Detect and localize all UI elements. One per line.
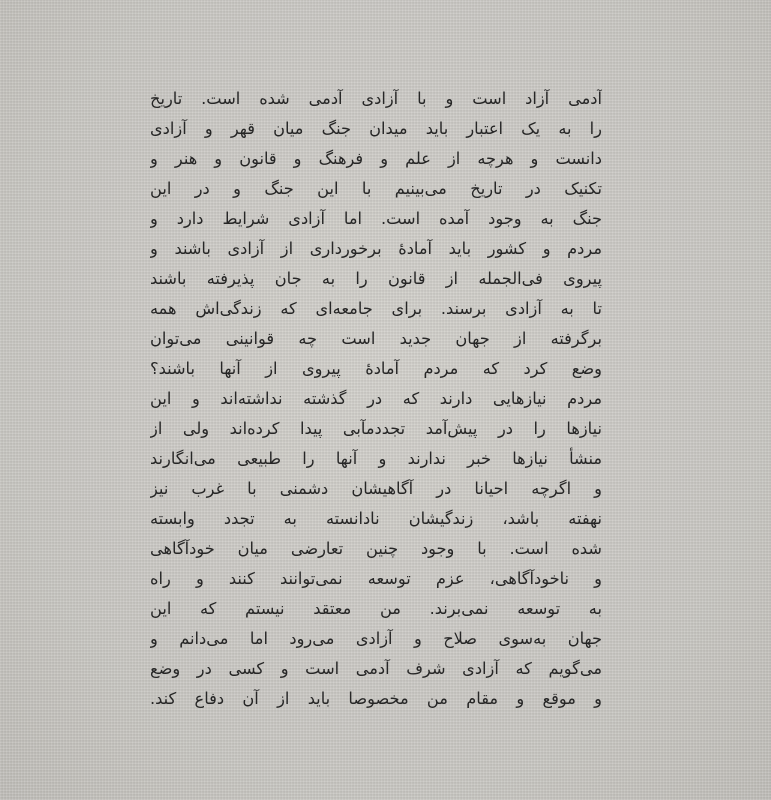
text-line-20: می‌گویم که آزادی شرف آدمی است و کسی در وضع bbox=[150, 659, 602, 678]
text-line-11: مردم نیازهایی دارند که در گذشته نداشته‌اند و این bbox=[150, 389, 602, 408]
text-line-12: نیازها را در پیش‌آمد تجددمآبی پیدا کرده‌اند ولی از bbox=[150, 419, 602, 438]
text-line-1: آدمی آزاد است و با آزادی آدمی شده است. تاریخ bbox=[150, 89, 602, 108]
cover-text-block bbox=[150, 84, 602, 714]
text-line-13: منشأ نیازها خبر ندارند و آنها را طبیعی می‌انگارند bbox=[150, 449, 602, 468]
text-line-19: جهان به‌سوی صلاح و آزادی می‌رود اما می‌دانم و bbox=[150, 629, 602, 648]
text-line-18: به توسعه نمی‌برند. من معتقد نیستم که این bbox=[150, 599, 602, 618]
text-line-2: را به یک اعتبار باید میدان جنگ میان قهر و آزادی bbox=[150, 119, 602, 138]
text-line-9: برگرفته از جهان جدید است چه قوانینی می‌توان bbox=[150, 329, 602, 348]
text-line-21: و موقع و مقام من مخصوصا باید از آن دفاع کند. bbox=[150, 689, 602, 708]
text-line-4: تکنیک در تاریخ می‌بینیم با این جنگ و در این bbox=[150, 179, 602, 198]
text-line-8: تا به آزادی برسند. برای جامعه‌ای که زندگی‌اش همه bbox=[150, 299, 602, 318]
text-line-6: مردم و کشور باید آمادهٔ برخورداری از آزادی باشند و bbox=[150, 239, 602, 258]
text-line-17: و ناخودآگاهی، عزم توسعه نمی‌توانند کنند و راه bbox=[150, 569, 602, 588]
text-line-7: پیروی فی‌الجمله از قانون را به جان پذیرفته باشند bbox=[150, 269, 602, 288]
text-line-3: دانست و هرچه از علم و فرهنگ و قانون و هنر و bbox=[150, 149, 602, 168]
text-line-5: جنگ به وجود آمده است. اما آزادی شرایط دارد و bbox=[150, 209, 602, 228]
text-line-14: و اگرچه احیانا در آگاهیشان دشمنی با غرب نیز bbox=[150, 479, 602, 498]
text-line-10: وضع کرد که مردم آمادهٔ پیروی از آنها باشند؟ bbox=[150, 359, 602, 378]
text-line-15: نهفته باشد، زندگیشان نادانسته به تجدد وابسته bbox=[150, 509, 602, 528]
text-line-16: شده است. با وجود چنین تعارضی میان خودآگاهی bbox=[150, 539, 602, 558]
